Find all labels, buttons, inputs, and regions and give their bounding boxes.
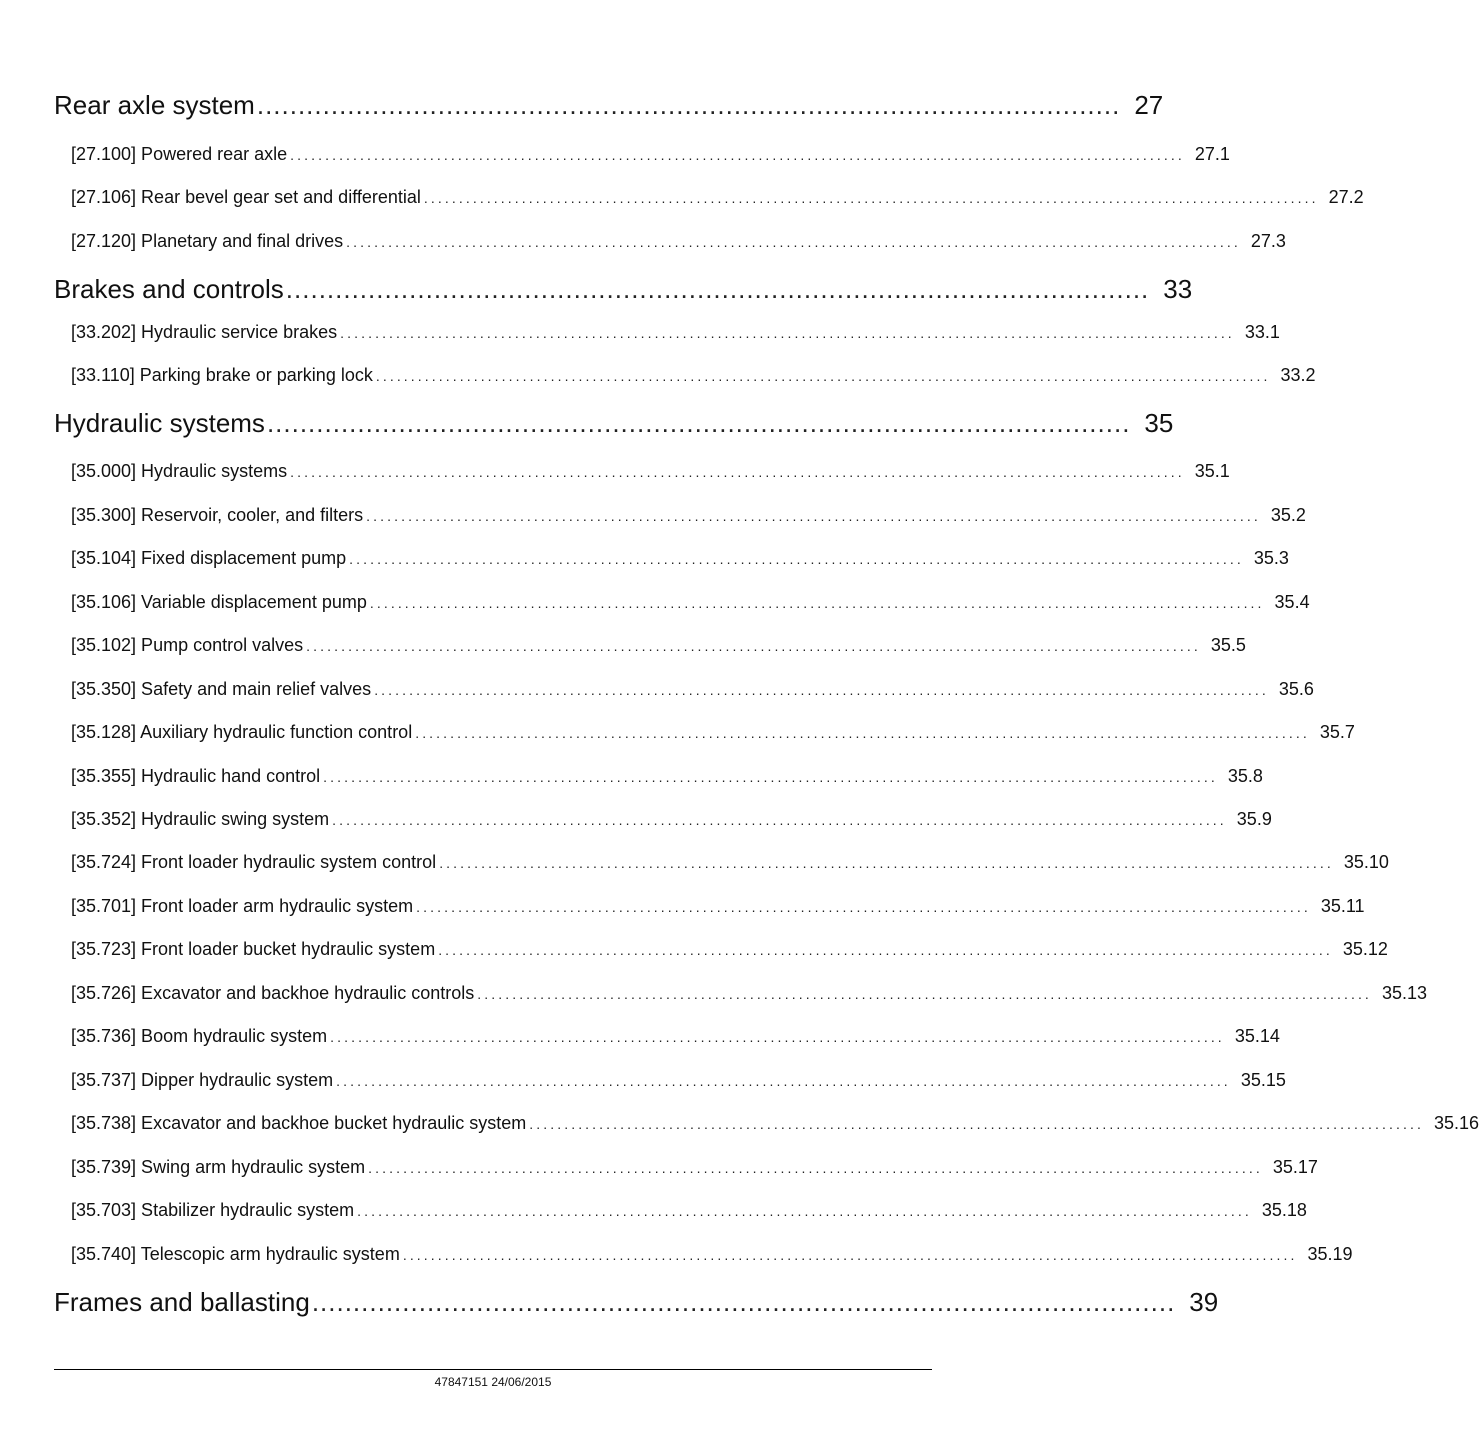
- toc-entry[interactable]: [71, 1155, 1318, 1179]
- toc-entry[interactable]: [71, 185, 1364, 209]
- section-page-number: 39: [1189, 1287, 1219, 1317]
- dot-leader: ................................................................................................................................: [368, 1160, 1263, 1176]
- entry-title: [35.352] Hydraulic swing system: [71, 809, 330, 829]
- footer-document-id: 47847151 24/06/2015: [434, 1375, 552, 1389]
- entry-title: [33.110] Parking brake or parking lock: [71, 365, 373, 385]
- section-page-number: 27: [1134, 90, 1164, 120]
- entry-title: [35.723] Front loader bucket hydraulic system: [71, 939, 436, 959]
- dot-leader: ................................................................................................................................: [423, 190, 1319, 206]
- toc-entry[interactable]: [71, 937, 1388, 961]
- entry-title: [33.202] Hydraulic service brakes: [71, 322, 338, 342]
- toc-entry[interactable]: [71, 764, 1263, 788]
- entry-page-number: 35.7: [1319, 722, 1355, 742]
- entry-page-number: 35.8: [1227, 766, 1263, 786]
- dot-leader: ................................................................................................................................: [346, 234, 1241, 250]
- dot-leader: ................................................................................................................................: [330, 1029, 1225, 1045]
- toc-section-brakes-and-controls[interactable]: [54, 272, 1193, 306]
- dot-leader: .........................................................................................................: [256, 90, 1121, 120]
- toc-entry[interactable]: [71, 142, 1230, 166]
- toc-section-rear-axle-system[interactable]: [54, 88, 1164, 122]
- entry-title: [35.736] Boom hydraulic system: [71, 1026, 328, 1046]
- entry-title: [27.100] Powered rear axle: [71, 144, 288, 164]
- toc-entry[interactable]: [71, 590, 1310, 614]
- dot-leader: ................................................................................................................................: [375, 368, 1271, 384]
- entry-title: [35.738] Excavator and backhoe bucket hydraulic system: [71, 1113, 527, 1133]
- toc-entry[interactable]: [71, 1024, 1280, 1048]
- entry-page-number: 35.14: [1234, 1026, 1280, 1046]
- entry-page-number: 35.1: [1194, 461, 1230, 481]
- entry-page-number: 35.4: [1274, 592, 1310, 612]
- toc-entry[interactable]: [71, 1111, 1479, 1135]
- entry-title: [35.104] Fixed displacement pump: [71, 548, 347, 568]
- dot-leader: ................................................................................................................................: [529, 1116, 1424, 1132]
- dot-leader: ................................................................................................................................: [415, 725, 1310, 741]
- toc-entry[interactable]: [71, 807, 1272, 831]
- entry-title: [35.128] Auxiliary hydraulic function control: [71, 722, 413, 742]
- toc-entry[interactable]: [71, 229, 1286, 253]
- entry-page-number: 35.13: [1381, 983, 1427, 1003]
- dot-leader: .........................................................................................................: [285, 274, 1150, 304]
- dot-leader: ................................................................................................................................: [402, 1247, 1298, 1263]
- toc-entry[interactable]: [71, 503, 1306, 527]
- dot-leader: ................................................................................................................................: [369, 595, 1265, 611]
- entry-title: [35.701] Front loader arm hydraulic system: [71, 896, 414, 916]
- section-title: Brakes and controls: [54, 274, 284, 304]
- entry-page-number: 27.2: [1328, 187, 1364, 207]
- toc-entry[interactable]: [71, 981, 1427, 1005]
- entry-page-number: 35.15: [1240, 1070, 1286, 1090]
- entry-page-number: 35.12: [1342, 939, 1388, 959]
- toc-entry[interactable]: [71, 1242, 1353, 1266]
- section-page-number: 33: [1163, 274, 1193, 304]
- entry-title: [35.000] Hydraulic systems: [71, 461, 288, 481]
- dot-leader: ................................................................................................................................: [323, 769, 1218, 785]
- toc-entry[interactable]: [71, 320, 1280, 344]
- toc-entry[interactable]: [71, 546, 1289, 570]
- toc-entry[interactable]: [71, 677, 1314, 701]
- dot-leader: ................................................................................................................................: [349, 551, 1244, 567]
- entry-title: [35.740] Telescopic arm hydraulic system: [71, 1244, 400, 1264]
- entry-page-number: 35.9: [1236, 809, 1272, 829]
- entry-title: [35.355] Hydraulic hand control: [71, 766, 321, 786]
- entry-page-number: 35.19: [1307, 1244, 1353, 1264]
- dot-leader: ................................................................................................................................: [332, 812, 1227, 828]
- toc-entry[interactable]: [71, 1198, 1307, 1222]
- entry-title: [27.120] Planetary and final drives: [71, 231, 344, 251]
- toc-entry[interactable]: [71, 633, 1246, 657]
- toc-entry[interactable]: [71, 363, 1316, 387]
- dot-leader: ................................................................................................................................: [306, 638, 1201, 654]
- dot-leader: ................................................................................................................................: [340, 325, 1235, 341]
- section-title: Rear axle system: [54, 90, 255, 120]
- section-page-number: 35: [1144, 408, 1174, 438]
- entry-title: [35.300] Reservoir, cooler, and filters: [71, 505, 364, 525]
- section-title: Hydraulic systems: [54, 408, 265, 438]
- entry-page-number: 27.3: [1250, 231, 1286, 251]
- entry-page-number: 35.11: [1320, 896, 1365, 916]
- entry-title: [35.350] Safety and main relief valves: [71, 679, 372, 699]
- entry-page-number: 27.1: [1194, 144, 1230, 164]
- entry-page-number: 35.6: [1278, 679, 1314, 699]
- entry-page-number: 35.16: [1433, 1113, 1479, 1133]
- dot-leader: ................................................................................................................................: [374, 682, 1269, 698]
- toc-section-frames-and-ballasting[interactable]: [54, 1285, 1219, 1319]
- dot-leader: .........................................................................................................: [311, 1287, 1176, 1317]
- toc-entry[interactable]: [71, 720, 1355, 744]
- entry-page-number: 35.3: [1253, 548, 1289, 568]
- entry-page-number: 35.17: [1272, 1157, 1318, 1177]
- entry-title: [35.724] Front loader hydraulic system control: [71, 852, 437, 872]
- entry-title: [35.703] Stabilizer hydraulic system: [71, 1200, 355, 1220]
- toc-section-hydraulic-systems[interactable]: [54, 406, 1174, 440]
- entry-page-number: 35.18: [1261, 1200, 1307, 1220]
- entry-title: [35.739] Swing arm hydraulic system: [71, 1157, 366, 1177]
- toc-entry[interactable]: [71, 459, 1230, 483]
- toc-entry[interactable]: [71, 894, 1365, 918]
- dot-leader: ................................................................................................................................: [477, 986, 1372, 1002]
- entry-page-number: 35.2: [1270, 505, 1306, 525]
- entry-title: [35.726] Excavator and backhoe hydraulic controls: [71, 983, 475, 1003]
- entry-page-number: 33.1: [1244, 322, 1280, 342]
- dot-leader: ................................................................................................................................: [366, 508, 1261, 524]
- entry-page-number: 35.5: [1210, 635, 1246, 655]
- entry-title: [35.102] Pump control valves: [71, 635, 304, 655]
- section-title: Frames and ballasting: [54, 1287, 310, 1317]
- entry-title: [27.106] Rear bevel gear set and differential: [71, 187, 421, 207]
- entry-page-number: 33.2: [1280, 365, 1316, 385]
- entry-title: [35.737] Dipper hydraulic system: [71, 1070, 334, 1090]
- dot-leader: .........................................................................................................: [266, 408, 1131, 438]
- footer-divider: [54, 1369, 932, 1370]
- toc-entry[interactable]: [71, 1068, 1286, 1092]
- dot-leader: ................................................................................................................................: [357, 1203, 1252, 1219]
- dot-leader: ................................................................................................................................: [438, 942, 1333, 958]
- dot-leader: ................................................................................................................................: [439, 855, 1334, 871]
- entry-title: [35.106] Variable displacement pump: [71, 592, 367, 612]
- dot-leader: ................................................................................................................................: [290, 464, 1185, 480]
- dot-leader: ................................................................................................................................: [290, 147, 1185, 163]
- dot-leader: ................................................................................................................................: [416, 899, 1311, 915]
- entry-page-number: 35.10: [1343, 852, 1389, 872]
- dot-leader: ................................................................................................................................: [336, 1073, 1231, 1089]
- toc-entry[interactable]: [71, 850, 1389, 874]
